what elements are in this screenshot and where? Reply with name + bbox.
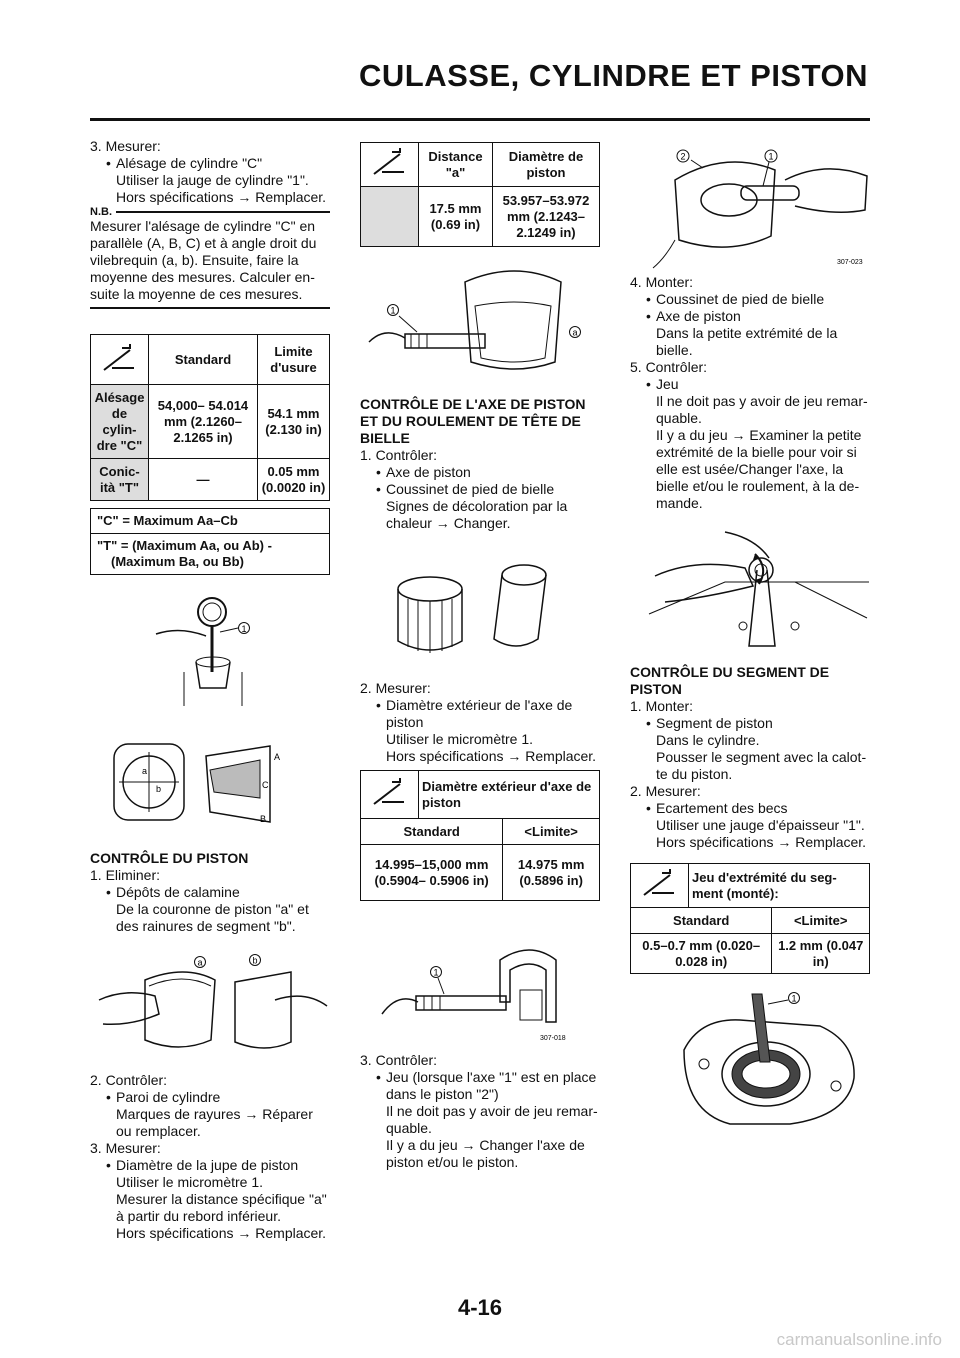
note-label: N.B. — [90, 206, 112, 218]
formula-box — [90, 508, 330, 575]
step-text: dans le piston "2") — [386, 1086, 499, 1102]
step-label: 3. Mesurer: — [90, 1140, 161, 1156]
label-a: a — [142, 766, 148, 776]
header-standard: Standard — [149, 335, 258, 385]
callout-1: 1 — [433, 967, 439, 978]
step-text: Pousser le segment avec la calot- — [656, 749, 867, 765]
tool-icon-cell — [91, 335, 149, 385]
cylinder-measure-figure — [110, 730, 290, 830]
step-text: Signes de décoloration par la — [386, 498, 568, 514]
cylinder-spec-table — [90, 334, 330, 501]
bullet-text: • Diamètre de la jupe de piston — [90, 1157, 330, 1174]
step-text: quable. — [656, 410, 702, 426]
section-heading: PISTON — [630, 681, 682, 697]
cell-value: 53.957–53.972 mm (2.1243– 2.1249 in) — [492, 187, 599, 247]
empty-cell — [361, 187, 419, 247]
bullet-text: • Coussinet de pied de bielle — [630, 291, 870, 308]
page-number: 4-16 — [457, 1295, 503, 1320]
row-label: Alésage de cylin- dre "C" — [91, 385, 149, 459]
section-heading: ET DU ROULEMENT DE TÊTE DE — [360, 413, 581, 429]
step-text: Hors spécifications → Remplacer. — [116, 1225, 327, 1241]
step-text: Marques de rayures → Réparer — [116, 1106, 313, 1122]
figure-code: 307-023 — [837, 259, 863, 266]
bullet-text: • Diamètre extérieur de l'axe de — [360, 697, 600, 714]
formula-t-line2: (Maximum Ba, ou Bb) — [111, 554, 244, 569]
bullet-text: • Coussinet de pied de bielle — [360, 481, 600, 498]
cell-value: 14.975 mm (0.5896 in) — [503, 845, 600, 901]
ring-gap-table — [630, 863, 870, 974]
step-text: piston et/ou le piston. — [386, 1154, 519, 1170]
bullet-text: • Alésage de cylindre "C" — [90, 155, 330, 172]
col1-steps-2-3 — [90, 1072, 330, 1242]
col1-step3 — [90, 138, 330, 206]
step-label: 4. Monter: — [630, 274, 694, 290]
cell-value: 1.2 mm (0.047 in) — [772, 934, 870, 974]
caliper-icon — [640, 869, 680, 899]
note-text: suite la moyenne de ces mesures. — [90, 286, 303, 302]
cell-value: 54.1 mm (2.130 in) — [257, 385, 329, 459]
note-text: vilebrequin (a, b). Ensuite, faire la — [90, 252, 299, 268]
callout-2: 2 — [680, 151, 686, 162]
label-b: b — [156, 784, 162, 794]
bullet-text: • Axe de piston — [360, 464, 600, 481]
note-text: Mesurer l'alésage de cylindre "C" en — [90, 218, 316, 234]
cell-value: 14.995–15,000 mm (0.5904– 0.5906 in) — [361, 845, 503, 901]
section-heading: BIELLE — [360, 430, 410, 446]
section-heading: CONTRÔLE DU SEGMENT DE — [630, 664, 830, 680]
step-text: des rainures de segment "b". — [116, 918, 296, 934]
col3-ring-section — [630, 664, 870, 851]
header-limit: Limite d'usure — [257, 335, 329, 385]
bullet-text: • Ecartement des becs — [630, 800, 870, 817]
step-text: chaleur → Changer. — [386, 515, 511, 531]
note-end-rule — [90, 307, 330, 309]
section-heading: CONTRÔLE DU PISTON — [90, 850, 249, 866]
caliper-icon — [100, 342, 140, 374]
bullet-text: • Dépôts de calamine — [90, 884, 330, 901]
col2-step2 — [360, 680, 600, 765]
bearing-pin-figure — [390, 555, 570, 665]
bullet-text: • Jeu — [630, 376, 870, 393]
step-text: Il y a du jeu → Changer l'axe de — [386, 1137, 585, 1153]
label-B: B — [260, 814, 267, 824]
bullet-text: • Paroi de cylindre — [90, 1089, 330, 1106]
step-text: extrémité de la bielle pour voir si — [656, 444, 857, 460]
step-label: 3. Contrôler: — [360, 1052, 438, 1068]
step-label: 2. Mesurer: — [360, 680, 431, 696]
note-text: parallèle (A, B, C) et à angle droit du — [90, 235, 317, 251]
step-text: elle est usée/Changer l'axe, la — [656, 461, 844, 477]
step-text: quable. — [386, 1120, 432, 1136]
row-label: Conic- ità "T" — [91, 459, 149, 501]
formula-t — [91, 534, 330, 575]
step-text: bielle. — [656, 342, 693, 358]
header-limit: <Limite> — [772, 908, 870, 934]
cell-value: 17.5 mm (0.69 in) — [419, 187, 493, 247]
cell-value: — — [149, 459, 258, 501]
feeler-gauge-figure — [670, 990, 870, 1130]
note-rule — [116, 211, 330, 213]
pin-diameter-table — [360, 770, 600, 901]
step-label: 2. Contrôler: — [90, 1072, 168, 1088]
step-text: mande. — [656, 495, 703, 511]
col2-step3 — [360, 1052, 600, 1171]
step-text: Utiliser une jauge d'épaisseur "1". — [656, 817, 865, 833]
label-C: C — [262, 780, 269, 790]
pin-piston-figure — [645, 140, 870, 270]
cell-value: 0.5–0.7 mm (0.020–0.028 in) — [631, 934, 772, 974]
callout-1: 1 — [768, 151, 774, 162]
title-rule — [90, 118, 870, 121]
col1-piston-section — [90, 850, 330, 935]
watermark: carmanualsonline.info — [776, 1330, 942, 1349]
step-text: Hors spécifications → Remplacer. — [656, 834, 867, 850]
tool-icon-cell — [361, 143, 419, 187]
step-text: piston — [386, 714, 424, 730]
step-text: Mesurer la distance spécifique "a" — [116, 1191, 327, 1207]
col2-pin-section — [360, 396, 600, 532]
figure-code: 307-018 — [540, 1035, 566, 1042]
header-standard: Standard — [361, 819, 503, 845]
step-label: 1. Contrôler: — [360, 447, 438, 463]
step-text: Il ne doit pas y avoir de jeu remar- — [656, 393, 868, 409]
step-label: 2. Mesurer: — [630, 783, 701, 799]
header-limit: <Limite> — [503, 819, 600, 845]
micrometer-pin-figure — [380, 930, 580, 1045]
step-text: à partir du rebord inférieur. — [116, 1208, 281, 1224]
step-label: 1. Eliminer: — [90, 867, 161, 883]
callout-1: 1 — [390, 305, 396, 316]
table-title: Diamètre extérieur d'axe de piston — [419, 771, 600, 819]
step-text: Dans la petite extrémité de la — [656, 325, 838, 341]
callout-1: 1 — [791, 993, 797, 1004]
distance-table — [360, 142, 600, 247]
bullet-text: • Axe de piston — [630, 308, 870, 325]
tool-icon-cell — [361, 771, 419, 819]
step-text: ou remplacer. — [116, 1123, 201, 1139]
step-text: Hors spécifications → Remplacer. — [386, 748, 597, 764]
note-block — [90, 206, 330, 309]
formula-t-line1: "T" = (Maximum Aa, ou Ab) - — [97, 538, 272, 553]
step-text: te du piston. — [656, 766, 733, 782]
conrod-play-figure — [645, 528, 870, 653]
page-title: CULASSE, CYLINDRE ET PISTON — [359, 58, 868, 93]
header-distance: Distance "a" — [419, 143, 493, 187]
table-title: Jeu d'extrémité du seg- ment (monté): — [689, 864, 870, 908]
step-text: Utiliser le micromètre 1. — [116, 1174, 264, 1190]
section-heading: CONTRÔLE DE L'AXE DE PISTON — [360, 396, 586, 412]
formula-c: "C" = Maximum Aa–Cb — [91, 509, 330, 534]
cell-value: 54,000– 54.014 mm (2.1260– 2.1265 in) — [149, 385, 258, 459]
step-text: De la couronne de piston "a" et — [116, 901, 309, 917]
step-text: Il y a du jeu → Examiner la petite — [656, 427, 862, 443]
bore-gauge-figure — [150, 590, 280, 720]
header-diameter: Diamètre de piston — [492, 143, 599, 187]
header-standard: Standard — [631, 908, 772, 934]
callout-1: 1 — [241, 624, 247, 634]
step-text: Hors spécifications → Remplacer. — [116, 189, 327, 205]
callout-a: a — [572, 327, 578, 338]
callout-b: b — [252, 955, 258, 966]
step-text: Dans le cylindre. — [656, 732, 760, 748]
step-label: 1. Monter: — [630, 698, 694, 714]
caliper-icon — [370, 148, 410, 178]
col3-steps-4-5 — [630, 274, 870, 512]
piston-clean-figure — [95, 950, 330, 1065]
step-text: bielle et/ou le roulement, à la de- — [656, 478, 860, 494]
caliper-icon — [370, 778, 410, 808]
micrometer-piston-figure — [365, 262, 595, 382]
note-text: moyenne des mesures. Calculer en- — [90, 269, 315, 285]
cell-value: 0.05 mm (0.0020 in) — [257, 459, 329, 501]
step-text: Utiliser le micromètre 1. — [386, 731, 534, 747]
bullet-text: • Jeu (lorsque l'axe "1" est en place — [360, 1069, 600, 1086]
tool-icon-cell — [631, 864, 689, 908]
step-label: 5. Contrôler: — [630, 359, 708, 375]
step-text: Il ne doit pas y avoir de jeu remar- — [386, 1103, 598, 1119]
step-text: Utiliser la jauge de cylindre "1". — [116, 172, 309, 188]
step-label: 3. Mesurer: — [90, 138, 161, 154]
bullet-text: • Segment de piston — [630, 715, 870, 732]
label-A: A — [274, 752, 281, 762]
callout-a: a — [197, 957, 203, 968]
